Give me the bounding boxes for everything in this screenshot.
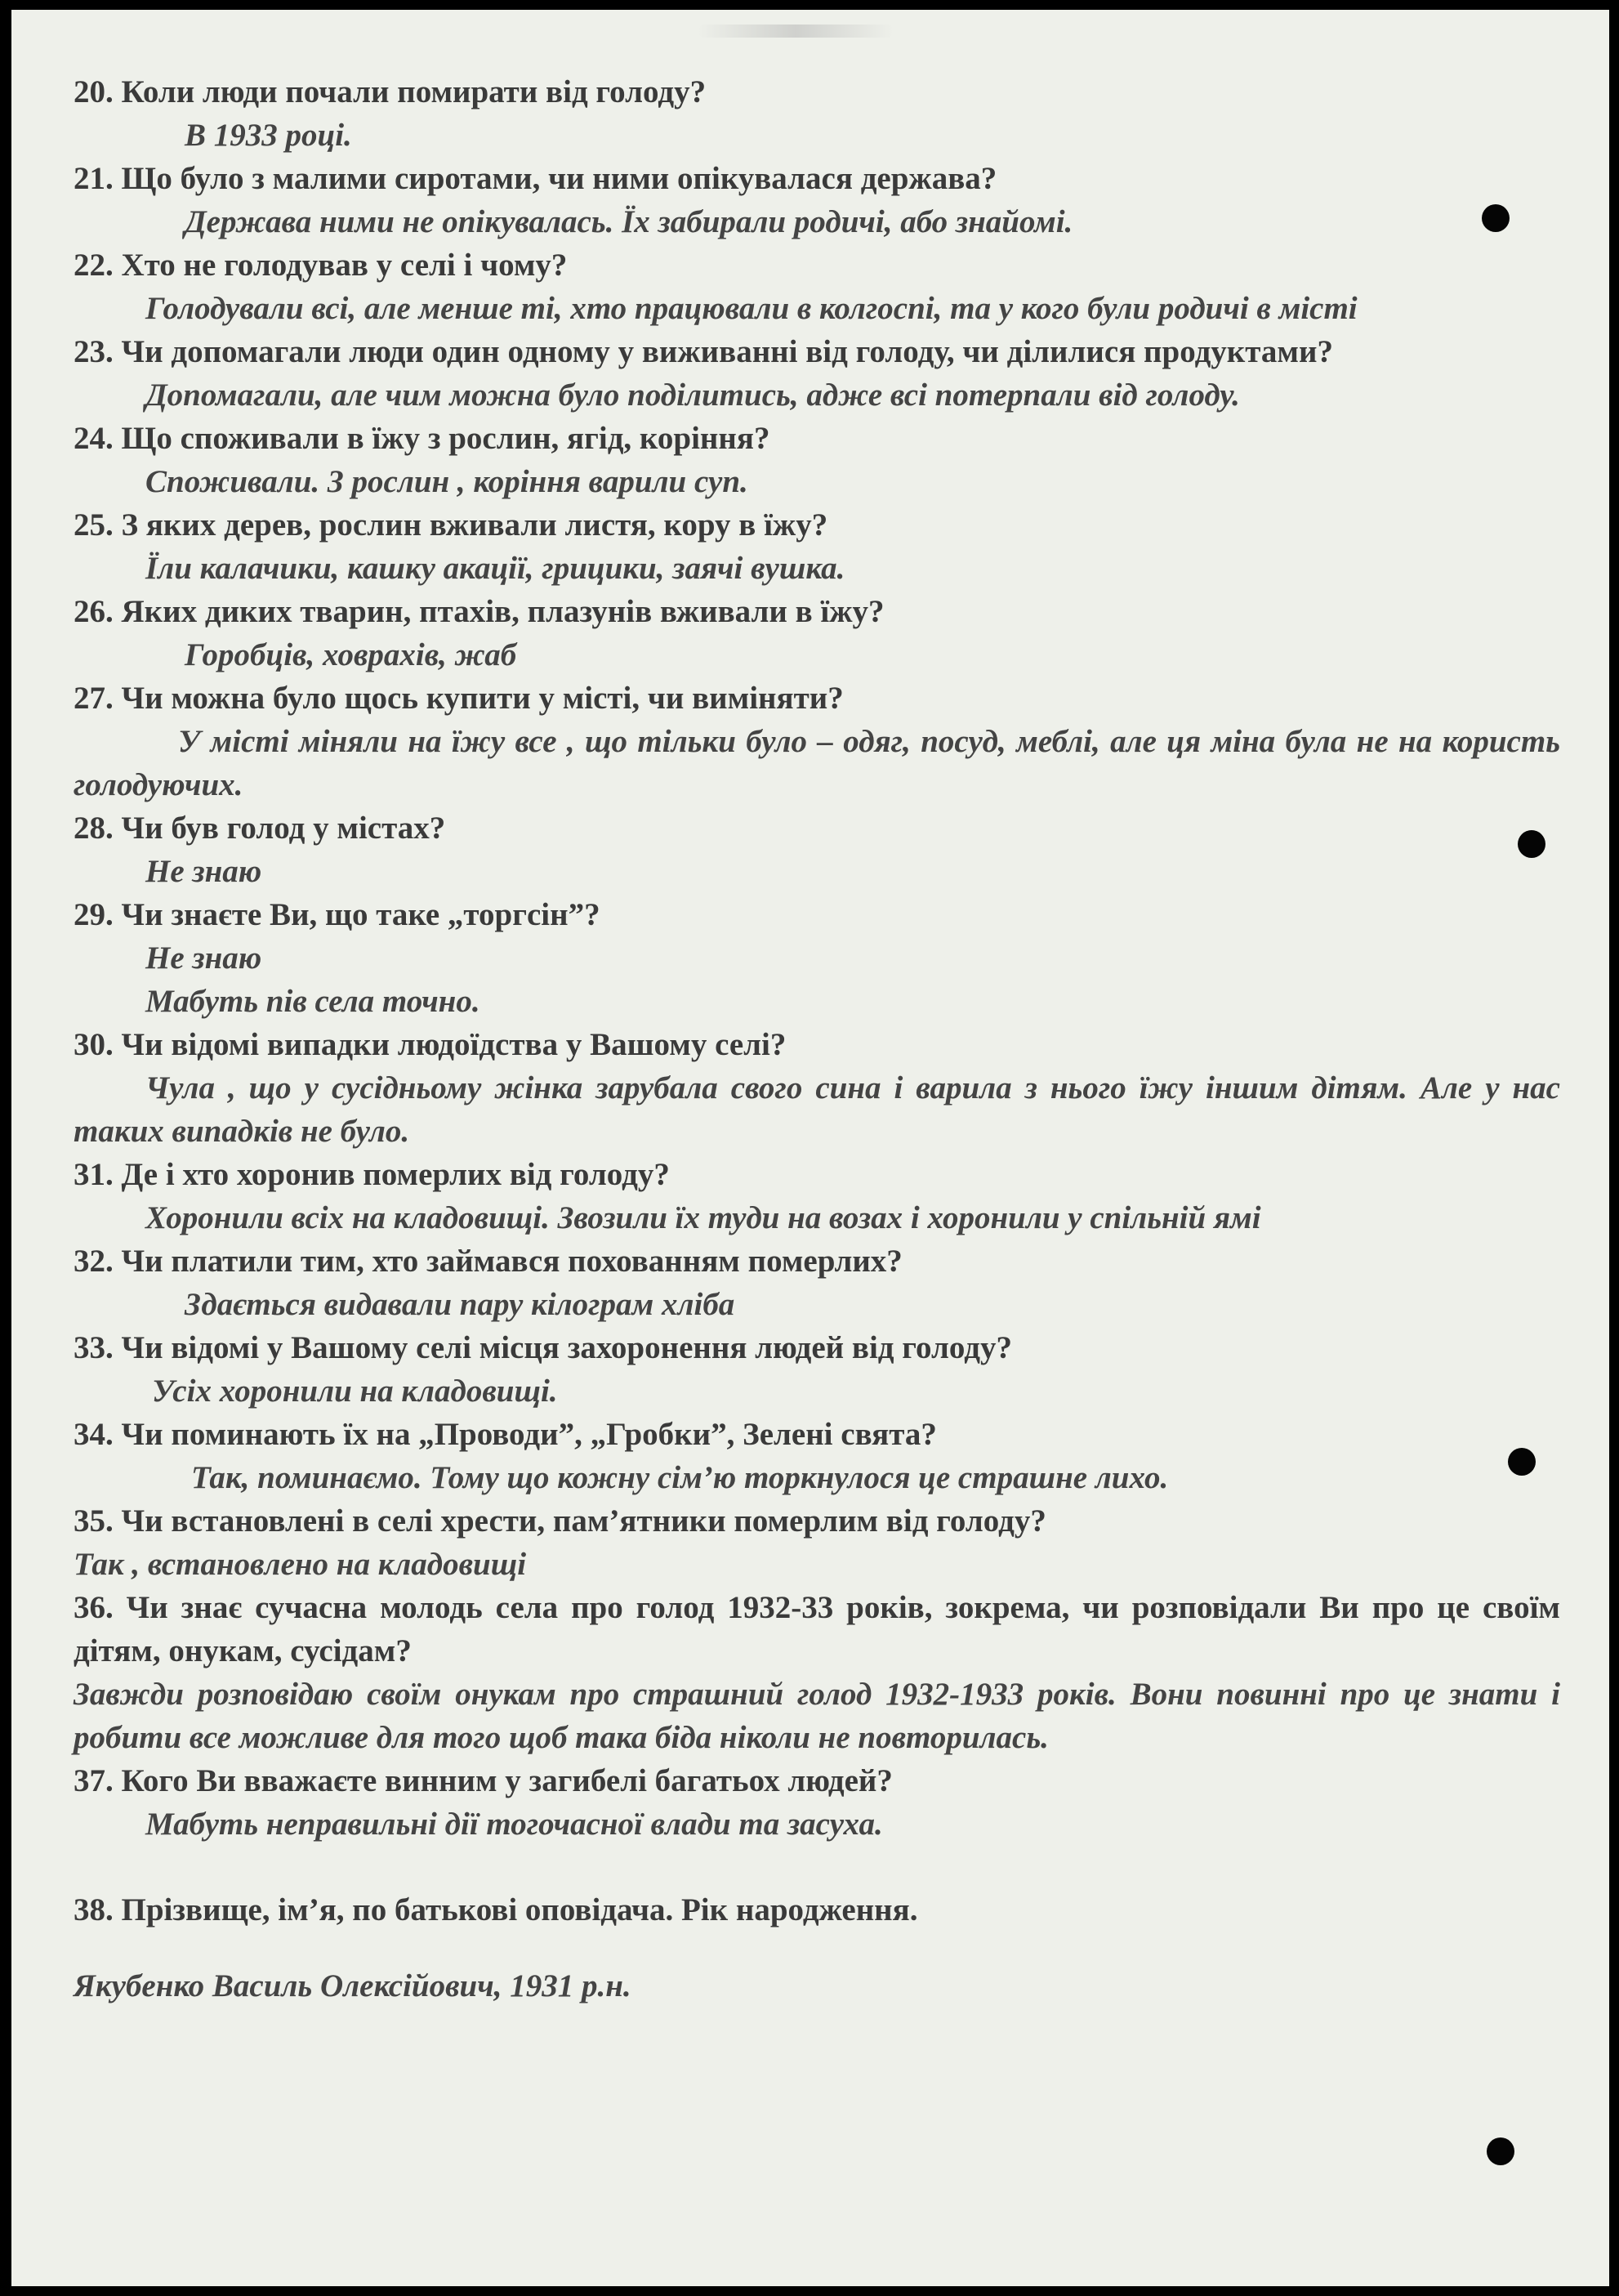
question-text: 26. Яких диких тварин, птахів, плазунів вживали в їжу? bbox=[74, 594, 885, 629]
question-text: 37. Кого Ви вважаєте винним у загибелі багатьох людей? bbox=[74, 1763, 893, 1798]
question-item-20 bbox=[74, 70, 1560, 157]
question-text: 21. Що було з малими сиротами, чи ними опікувалася держава? bbox=[74, 161, 997, 196]
question-text: 25. З яких дерев, рослин вживали листя, кору в їжу? bbox=[74, 507, 828, 543]
question-text: 38. Прізвище, ім’я, по батькові оповідача. Рік народження. bbox=[74, 1892, 918, 1927]
narrator-name: Якубенко Василь Олексійович, 1931 р.н. bbox=[74, 1968, 631, 2003]
answer-text: Мабуть неправильні дії тогочасної влади та засуха. bbox=[145, 1807, 883, 1842]
punch-hole bbox=[1487, 2137, 1514, 2165]
answer-text: Мабуть пів села точно. bbox=[145, 984, 480, 1019]
question-text: 24. Що споживали в їжу з рослин, ягід, коріння? bbox=[74, 421, 770, 456]
question-text: 28. Чи був голод у містах? bbox=[74, 811, 446, 846]
answer-text: Держава ними не опікувалась. Їх забирали родичі, або знайомі. bbox=[185, 204, 1073, 239]
answer-text: Їли калачики, кашку акації, грицики, заячі вушка. bbox=[145, 551, 845, 586]
question-text: 27. Чи можна було щось купити у місті, чи виміняти? bbox=[74, 681, 844, 716]
document-page bbox=[11, 10, 1609, 2286]
question-text: 36. Чи знає сучасна молодь села про голод 1932-33 років, зокрема, чи розповідали Ви про це своїм дітям, онукам, сусідам? bbox=[74, 1590, 1560, 1668]
spacer bbox=[74, 1846, 1560, 1888]
answer-text: Споживали. З рослин , коріння варили суп. bbox=[145, 464, 748, 499]
answer-text: Горобців, ховрахів, жаб bbox=[185, 637, 517, 672]
question-item-33 bbox=[74, 1326, 1560, 1413]
question-item-38 bbox=[74, 1888, 1560, 2008]
spacer bbox=[74, 1932, 1560, 1964]
faint-smudge bbox=[698, 25, 894, 38]
question-item-36 bbox=[74, 1586, 1560, 1759]
questionnaire bbox=[74, 70, 1560, 2008]
question-item-34 bbox=[74, 1413, 1560, 1499]
question-text: 33. Чи відомі у Вашому селі місця захоронення людей від голоду? bbox=[74, 1330, 1012, 1365]
question-item-37 bbox=[74, 1759, 1560, 1846]
question-item-31 bbox=[74, 1153, 1560, 1240]
question-text: 22. Хто не голодував у селі і чому? bbox=[74, 248, 568, 283]
question-item-28 bbox=[74, 806, 1560, 893]
answer-text: Хоронили всіх на кладовищі. Звозили їх туди на возах і хоронили у спільній ямі bbox=[145, 1200, 1261, 1235]
question-item-29 bbox=[74, 893, 1560, 1023]
question-item-24 bbox=[74, 417, 1560, 503]
question-item-21 bbox=[74, 157, 1560, 243]
question-text: 29. Чи знаєте Ви, що таке „торгсін”? bbox=[74, 897, 600, 932]
question-text: 23. Чи допомагали люди один одному у виживанні від голоду, чи ділилися продуктами? bbox=[74, 334, 1333, 369]
question-item-30 bbox=[74, 1023, 1560, 1153]
question-text: 20. Коли люди почали помирати від голоду? bbox=[74, 74, 707, 109]
answer-text: Не знаю bbox=[145, 940, 262, 976]
question-text: 30. Чи відомі випадки людоїдства у Вашому селі? bbox=[74, 1027, 787, 1062]
question-text: 32. Чи платили тим, хто займався похованням померлих? bbox=[74, 1244, 903, 1279]
question-item-23 bbox=[74, 330, 1560, 417]
question-item-22 bbox=[74, 243, 1560, 330]
question-text: 35. Чи встановлені в селі хрести, пам’ятники померлим від голоду? bbox=[74, 1503, 1046, 1539]
answer-text: Голодували всі, але менше ті, хто працювали в колгоспі, та у кого були родичі в місті bbox=[145, 291, 1358, 326]
answer-text: Здається видавали пару кілограм хліба bbox=[185, 1287, 735, 1322]
answer-text: У місті міняли на їжу все , що тільки було – одяг, посуд, меблі, але ця міна була не на користь голодуючих. bbox=[74, 724, 1560, 802]
question-item-26 bbox=[74, 590, 1560, 677]
answer-text: Не знаю bbox=[145, 854, 262, 889]
answer-text: Чула , що у сусідньому жінка зарубала свого сина і варила з нього їжу іншим дітям. Але у нас таких випадків не було. bbox=[74, 1070, 1560, 1149]
question-item-32 bbox=[74, 1240, 1560, 1326]
answer-text: Так, поминаємо. Тому що кожну сім’ю торкнулося це страшне лихо. bbox=[191, 1460, 1169, 1495]
question-item-35 bbox=[74, 1499, 1560, 1586]
question-item-25 bbox=[74, 503, 1560, 590]
question-text: 31. Де і хто хоронив померлих від голоду? bbox=[74, 1157, 670, 1192]
question-text: 34. Чи поминають їх на „Проводи”, „Гробки”, Зелені свята? bbox=[74, 1417, 937, 1452]
answer-text: Усіх хоронили на кладовищі. bbox=[152, 1374, 558, 1409]
answer-text: Так , встановлено на кладовищі bbox=[74, 1547, 527, 1582]
answer-text: Завжди розповідаю своїм онукам про страшний голод 1932-1933 років. Вони повинні про це знати і робити все можливе для того щоб така біда ніколи не повторилась. bbox=[74, 1677, 1560, 1755]
answer-text: В 1933 році. bbox=[185, 118, 352, 153]
answer-text: Допомагали, але чим можна було поділитись, адже всі потерпали від голоду. bbox=[145, 377, 1240, 413]
question-item-27 bbox=[74, 677, 1560, 806]
